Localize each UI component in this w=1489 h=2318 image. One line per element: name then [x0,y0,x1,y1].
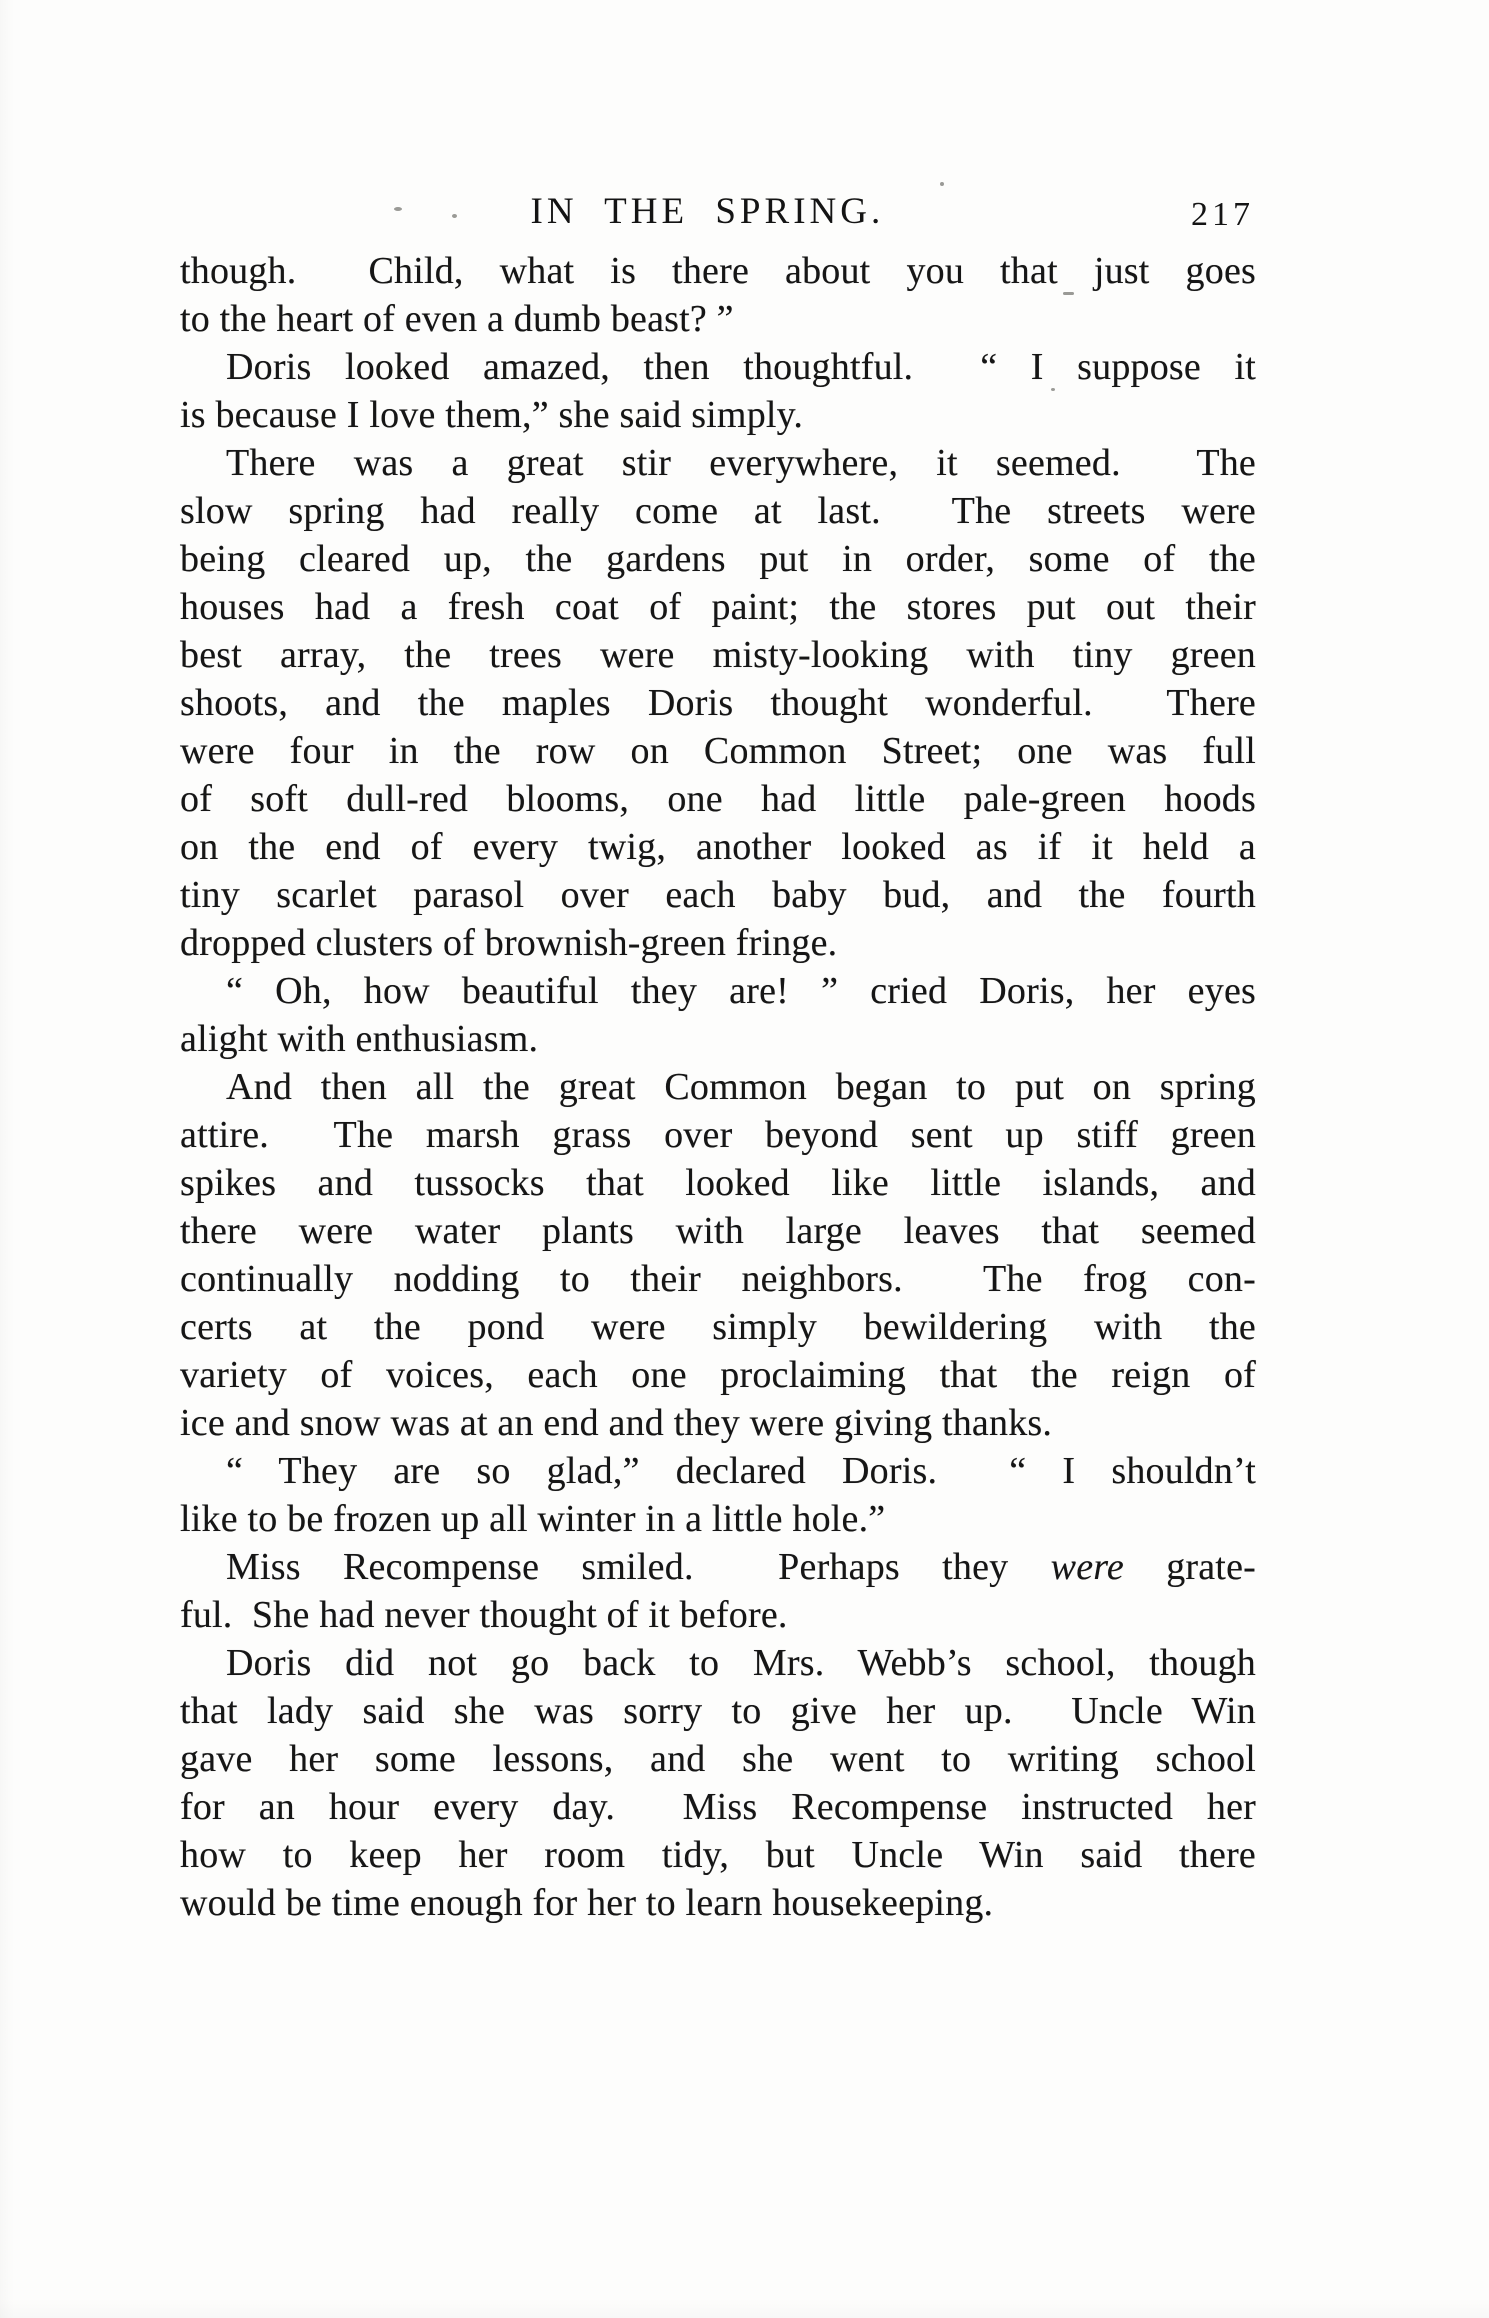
text-block [180,190,1256,1927]
text-line: that lady said she was sorry to give her up. Uncle Win [180,1690,1256,1732]
text-line: There was a great stir everywhere, it seemed. The [226,442,1256,484]
text-line: spikes and tussocks that looked like little islands, and [180,1162,1256,1204]
paragraph [180,439,1256,967]
text-line: continually nodding to their neighbors. The frog con- [180,1258,1256,1300]
paragraph [180,343,1256,439]
text-line: on the end of every twig, another looked as if it held a [180,826,1256,868]
paragraph [180,1063,1256,1447]
text-line: dropped clusters of brownish-green fringe. [180,922,838,964]
text-line: of soft dull-red blooms, one had little pale-green hoods [180,778,1256,820]
text-line: there were water plants with large leaves that seemed [180,1210,1256,1252]
scan-speck [940,182,944,186]
text-line: gave her some lessons, and she went to writing school [180,1738,1256,1780]
text-line: slow spring had really come at last. The streets were [180,490,1256,532]
text-line: Doris looked amazed, then thoughtful. “ I suppose it [226,346,1256,388]
text-line: best array, the trees were misty-looking with tiny green [180,634,1256,676]
paragraph [180,1447,1256,1543]
page-body-text [180,247,1256,1927]
text-line: variety of voices, each one proclaiming that the reign of [180,1354,1256,1396]
text-line: like to be frozen up all winter in a little hole.” [180,1498,886,1540]
text-line: shoots, and the maples Doris thought wonderful. There [180,682,1256,724]
text-line: though. Child, what is there about you that just goes [180,250,1256,292]
paragraph [180,967,1256,1063]
paragraph [180,247,1256,343]
text-line: tiny scarlet parasol over each baby bud, and the fourth [180,874,1256,916]
text-line: “ Oh, how beautiful they are! ” cried Doris, her eyes [226,970,1256,1012]
paragraph [180,1639,1256,1927]
running-title: IN THE SPRING. [530,191,885,232]
paragraph [180,1543,1256,1639]
text-line: is because I love them,” she said simply. [180,394,804,436]
text-line: would be time enough for her to learn housekeeping. [180,1882,994,1924]
text-line: ice and snow was at an end and they were giving thanks. [180,1402,1053,1444]
text-line: certs at the pond were simply bewildering with the [180,1306,1256,1348]
page-number: 217 [1191,196,1254,233]
text-line: And then all the great Common began to put on spring [226,1066,1256,1108]
page-header [180,190,1256,234]
text-line: alight with enthusiasm. [180,1018,539,1060]
text-line: attire. The marsh grass over beyond sent up stiff green [180,1114,1256,1156]
text-line: “ They are so glad,” declared Doris. “ I shouldn’t [226,1450,1256,1492]
text-line: were four in the row on Common Street; one was full [180,730,1256,772]
text-line: Doris did not go back to Mrs. Webb’s school, though [226,1642,1256,1684]
text-line: for an hour every day. Miss Recompense instructed her [180,1786,1256,1828]
text-line: ful. She had never thought of it before. [180,1594,788,1636]
text-line: Miss Recompense smiled. Perhaps they were grate- [226,1546,1256,1588]
italic-word: were [1050,1546,1124,1588]
text-line: how to keep her room tidy, but Uncle Win said there [180,1834,1256,1876]
text-line: houses had a fresh coat of paint; the stores put out their [180,586,1256,628]
text-line: to the heart of even a dumb beast? ” [180,298,734,340]
text-line: being cleared up, the gardens put in order, some of the [180,538,1256,580]
